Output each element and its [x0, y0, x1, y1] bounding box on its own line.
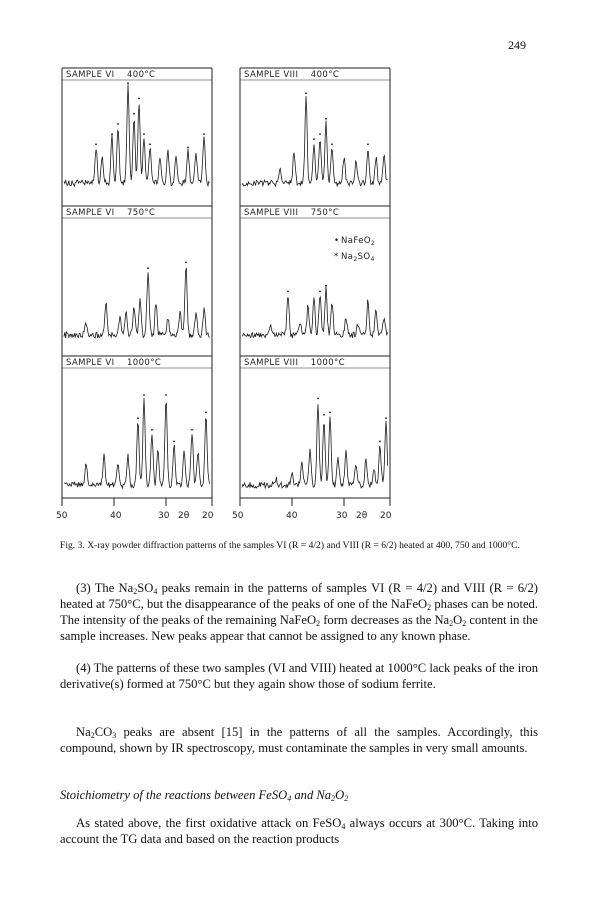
- peak-marker: [325, 285, 327, 287]
- paragraph-oxidative-attack: As stated above, the first oxidative attack on FeSO$_4$ always occurs at 300°C. Taking into account the TG data and based on the reaction products: [60, 816, 538, 846]
- tick-right-20: 20: [380, 511, 392, 521]
- panel-label-viii-400: SAMPLE VIII 400°C: [244, 70, 340, 80]
- section-heading-stoichiometry: Stoichiometry of the reactions between FeSO$_4$ and $Na_2O_2$: [60, 788, 349, 803]
- peak-marker: [305, 92, 307, 94]
- peak-marker: [191, 429, 193, 431]
- peak-marker: [137, 417, 139, 419]
- peak-marker: [319, 291, 321, 293]
- caption-label: Fig. 3.: [60, 540, 85, 551]
- peak-marker: [379, 441, 381, 443]
- paragraph-na2co3: $Na_2CO_3$ peaks are absent [15] in the patterns of all the samples. Accordingly, this compound, shown by IR spectroscopy, must contaminate the samples in very small amounts.: [60, 725, 538, 755]
- tick-left-20: 20: [202, 511, 214, 521]
- legend-symbol-na2so4: *: [334, 252, 339, 262]
- peak-marker: [325, 118, 327, 120]
- trace-viii-750: [242, 286, 388, 338]
- trace-vi-1000: [64, 398, 210, 488]
- legend-label-nafeo2: NaFeO$_2$: [341, 236, 376, 247]
- tick-left-2theta: 2θ: [178, 511, 190, 521]
- right-column-frame: [240, 68, 390, 498]
- peak-marker: [133, 113, 135, 115]
- tick-left-30: 30: [158, 511, 170, 521]
- xrd-figure-svg: [56, 62, 536, 530]
- peak-marker: [151, 429, 153, 431]
- peak-marker: [147, 267, 149, 269]
- legend: [334, 236, 375, 263]
- peak-marker: [203, 133, 205, 135]
- diffraction-traces: [64, 82, 388, 488]
- peak-marker: [319, 133, 321, 135]
- figure-caption: [60, 539, 538, 552]
- tick-right-40: 40: [286, 511, 298, 521]
- peak-marker: [149, 143, 151, 145]
- peak-marker: [367, 143, 369, 145]
- trace-viii-400: [242, 96, 388, 186]
- peak-marker: [127, 82, 129, 84]
- panel-label-viii-750: SAMPLE VIII 750°C: [244, 208, 340, 218]
- tick-right-50: 50: [232, 511, 244, 521]
- peak-marker: [165, 394, 167, 396]
- caption-text: X-ray powder diffraction patterns of the samples VI (R = 4/2) and VIII (R = 6/2) heated at 400, 750 and 1000°C.: [87, 540, 520, 551]
- peak-marker: [143, 133, 145, 135]
- tick-right-2theta: 2θ: [356, 511, 368, 521]
- paragraph-1000c-patterns: (4) The patterns of these two samples (VI and VIII) heated at 1000°C lack peaks of the iron derivative(s) formed at 750°C but they again show those of sodium ferrite.: [60, 661, 538, 691]
- peak-marker: [323, 414, 325, 416]
- trace-vi-400: [64, 84, 210, 186]
- legend-label-na2so4: $Na_2SO_4$: [341, 252, 375, 263]
- tick-right-30: 30: [336, 511, 348, 521]
- paragraph-na2so4-peaks: (3) The $Na_2SO_4$ peaks remain in the patterns of samples VI (R = 4/2) and VIII (R = 6/2) heated at 750°C, but the disappearance of the peaks of one of the NaFeO$_2$ phases can be noted. The intensity of the peaks of the remaining NaFeO$_2$ form decreases as the $Na_2O_2$ content in the sample increases. New peaks appear that cannot be assigned to any known phase.: [60, 581, 538, 643]
- panel-label-vi-750: SAMPLE VI 750°C: [66, 208, 156, 218]
- peak-marker: [111, 133, 113, 135]
- peak-marker: [117, 123, 119, 125]
- page-number: 249: [508, 38, 526, 52]
- tick-left-50: 50: [56, 511, 68, 521]
- peak-marker: [143, 394, 145, 396]
- panel-label-vi-1000: SAMPLE VI 1000°C: [66, 358, 162, 368]
- panel-label-viii-1000: SAMPLE VIII 1000°C: [244, 358, 345, 368]
- xrd-figure: [56, 62, 536, 530]
- peak-marker: [187, 146, 189, 148]
- peak-marker: [95, 143, 97, 145]
- trace-viii-1000: [242, 404, 388, 488]
- trace-vi-750: [64, 268, 210, 338]
- peak-marker: [173, 441, 175, 443]
- peak-marker: [287, 291, 289, 293]
- peak-marker: [185, 262, 187, 264]
- peak-marker: [317, 398, 319, 400]
- panel-label-vi-400: SAMPLE VI 400°C: [66, 70, 156, 80]
- peak-marker: [138, 98, 140, 100]
- x-axis-ticks: [62, 498, 390, 506]
- tick-left-40: 40: [110, 511, 122, 521]
- legend-symbol-nafeo2: •: [334, 236, 340, 246]
- peak-marker: [331, 143, 333, 145]
- peak-marker: [329, 412, 331, 414]
- peak-marker: [205, 412, 207, 414]
- peak-marker: [385, 417, 387, 419]
- peak-marker: [313, 138, 315, 140]
